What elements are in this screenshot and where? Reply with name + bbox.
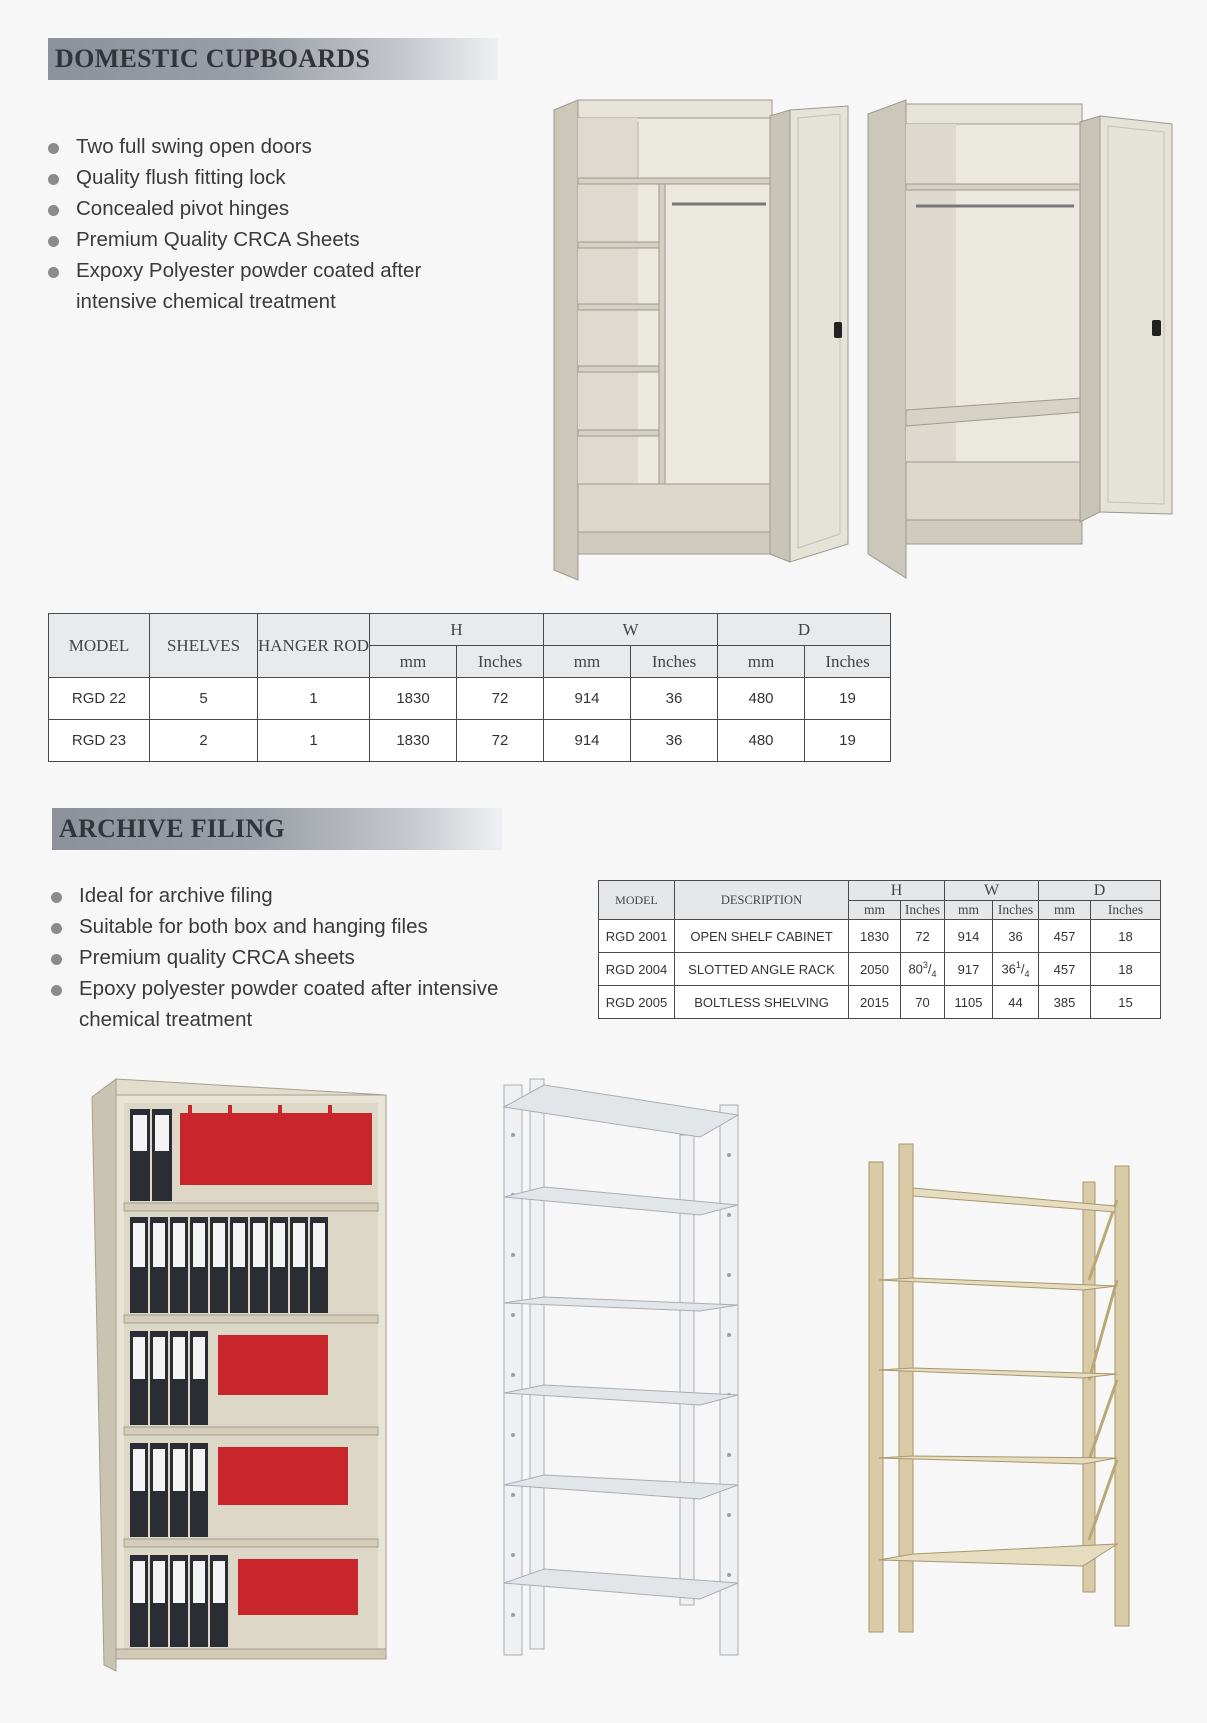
unit-inches-header: Inches [1091,901,1161,920]
h-inches-cell: $80^3/_4$ [901,953,945,986]
w-inches-cell: 36 [631,678,718,720]
hanger-rod-cell: 1 [258,720,370,762]
h-inches-cell: 72 [457,678,544,720]
domestic-cupboards-banner [48,38,498,80]
unit-inches-header: Inches [805,646,891,678]
hanger-rod-cell: 1 [258,678,370,720]
w-inches-fraction-den: 4 [1024,968,1030,979]
table-row [49,720,891,762]
h-inches-fraction-den: 4 [931,968,937,979]
col-h-header: H [370,614,544,646]
model-cell: RGD 23 [49,720,150,762]
h-inches-cell: 70 [901,986,945,1019]
description-cell: SLOTTED ANGLE RACK [675,953,849,986]
unit-mm-header: mm [370,646,457,678]
d-mm-cell: 385 [1039,986,1091,1019]
feature-item: Concealed pivot hinges [48,193,468,224]
w-inches-fraction-num: 1 [1015,959,1021,970]
feature-item: Suitable for both box and hanging files [51,911,521,942]
slotted-angle-rack-photo [500,1075,750,1665]
unit-mm-header: mm [849,901,901,920]
h-inches-whole: 80 [908,960,923,976]
cupboard-features-list [48,131,468,317]
d-inches-cell: 19 [805,678,891,720]
archive-spec-table [598,880,1161,1019]
description-cell: BOLTLESS SHELVING [675,986,849,1019]
h-inches-fraction-num: 3 [922,959,928,970]
shelves-cell: 5 [150,678,258,720]
col-w-header: W [945,881,1039,901]
section-title: ARCHIVE FILING [59,814,285,843]
description-cell: OPEN SHELF CABINET [675,920,849,953]
shelves-cell: 2 [150,720,258,762]
feature-item: Expoxy Polyester powder coated after intensive chemical treatment [48,255,468,317]
col-model-header: MODEL [599,881,675,920]
col-model-header: MODEL [49,614,150,678]
feature-item: Two full swing open doors [48,131,468,162]
feature-item: Premium quality CRCA sheets [51,942,521,973]
unit-mm-header: mm [544,646,631,678]
unit-mm-header: mm [945,901,993,920]
col-d-header: D [1039,881,1161,901]
boltless-shelving-photo [865,1140,1135,1635]
col-shelves-header: SHELVES [150,614,258,678]
table-row [599,986,1161,1019]
table-row [49,678,891,720]
w-inches-cell: $36^1/_4$ [993,953,1039,986]
d-mm-cell: 457 [1039,920,1091,953]
model-cell: RGD 2001 [599,920,675,953]
unit-inches-header: Inches [901,901,945,920]
archive-features-list [51,880,521,1035]
unit-inches-header: Inches [993,901,1039,920]
h-mm-cell: 2050 [849,953,901,986]
d-inches-cell: 18 [1091,920,1161,953]
col-description-header: DESCRIPTION [675,881,849,920]
w-mm-cell: 914 [544,720,631,762]
feature-item: Ideal for archive filing [51,880,521,911]
h-inches-cell: 72 [901,920,945,953]
w-mm-cell: 914 [945,920,993,953]
section-title: DOMESTIC CUPBOARDS [55,44,371,73]
h-inches-cell: 72 [457,720,544,762]
archive-filing-banner [52,808,502,850]
w-mm-cell: 914 [544,678,631,720]
col-d-header: D [718,614,891,646]
d-inches-cell: 15 [1091,986,1161,1019]
feature-item: Epoxy polyester powder coated after intensive chemical treatment [51,973,521,1035]
model-cell: RGD 22 [49,678,150,720]
cupboard-rgd22-photo [548,92,858,582]
d-inches-cell: 18 [1091,953,1161,986]
d-mm-cell: 457 [1039,953,1091,986]
w-mm-cell: 917 [945,953,993,986]
col-w-header: W [544,614,718,646]
unit-inches-header: Inches [457,646,544,678]
h-mm-cell: 1830 [370,720,457,762]
d-mm-cell: 480 [718,720,805,762]
h-mm-cell: 1830 [370,678,457,720]
table-row [599,920,1161,953]
w-inches-whole: 36 [1001,960,1016,976]
d-inches-cell: 19 [805,720,891,762]
unit-mm-header: mm [1039,901,1091,920]
model-cell: RGD 2005 [599,986,675,1019]
unit-mm-header: mm [718,646,805,678]
col-hanger-rod-header: HANGER ROD [258,614,370,678]
unit-inches-header: Inches [631,646,718,678]
feature-item: Premium Quality CRCA Sheets [48,224,468,255]
col-h-header: H [849,881,945,901]
cupboard-rgd23-photo [864,92,1182,582]
table-row [599,953,1161,986]
w-inches-cell: 36 [631,720,718,762]
open-shelf-cabinet-photo [88,1075,388,1675]
h-mm-cell: 2015 [849,986,901,1019]
w-mm-cell: 1105 [945,986,993,1019]
w-inches-cell: 44 [993,986,1039,1019]
model-cell: RGD 2004 [599,953,675,986]
h-mm-cell: 1830 [849,920,901,953]
cupboard-spec-table [48,613,891,762]
feature-item: Quality flush fitting lock [48,162,468,193]
w-inches-cell: 36 [993,920,1039,953]
d-mm-cell: 480 [718,678,805,720]
